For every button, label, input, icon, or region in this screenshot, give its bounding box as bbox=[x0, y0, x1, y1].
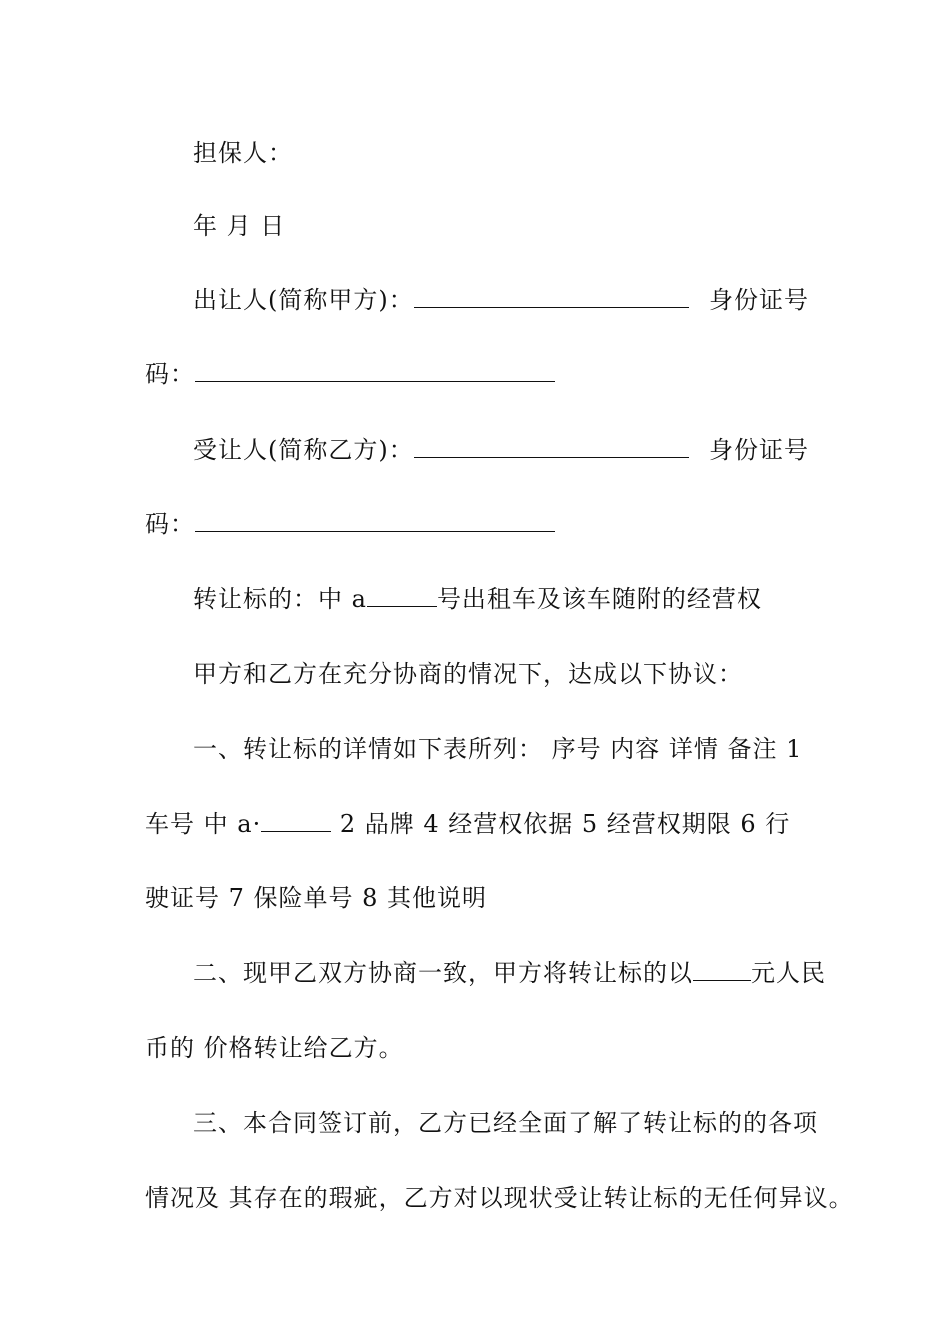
clause-1-text-2-suffix: 2 品牌 4 经营权依据 5 经营权期限 6 行 bbox=[331, 810, 791, 838]
clause-2-text-1-suffix: 元人民 bbox=[751, 959, 826, 987]
price-blank bbox=[693, 958, 751, 981]
party-b-id-blank bbox=[195, 509, 555, 532]
subject-suffix: 号出租车及该车随附的经营权 bbox=[436, 585, 762, 613]
party-a-line bbox=[193, 284, 833, 316]
guarantor-line bbox=[193, 137, 833, 169]
guarantor-label: 担保人： bbox=[193, 139, 293, 167]
clause-1-line-3 bbox=[145, 882, 835, 914]
party-a-id-blank bbox=[195, 359, 555, 382]
party-a-name-blank bbox=[414, 285, 689, 308]
agreement-intro-line bbox=[193, 658, 833, 690]
plate-detail-blank bbox=[261, 809, 331, 832]
date-line bbox=[193, 210, 833, 242]
clause-1-text-3: 驶证号 7 保险单号 8 其他说明 bbox=[145, 884, 488, 912]
clause-3-line-1 bbox=[193, 1107, 833, 1139]
date-text: 年 月 日 bbox=[193, 212, 286, 240]
subject-prefix: 转让标的：中 a bbox=[193, 585, 367, 613]
party-b-line bbox=[193, 434, 833, 466]
clause-3-text-2: 情况及 其存在的瑕疵，乙方对以现状受让转让标的无任何异议。 bbox=[145, 1184, 854, 1212]
party-a-id-label-cont: 码： bbox=[145, 360, 195, 388]
subject-line bbox=[193, 583, 833, 615]
party-b-id-label-cont: 码： bbox=[145, 510, 195, 538]
clause-1-line-1 bbox=[193, 733, 833, 765]
party-b-id-line bbox=[145, 508, 835, 540]
party-b-label: 受让人(简称乙方)： bbox=[193, 436, 414, 464]
clause-1-line-2 bbox=[145, 808, 835, 840]
agreement-intro: 甲方和乙方在充分协商的情况下，达成以下协议： bbox=[193, 660, 743, 688]
clause-1-text-2-prefix: 车号 中 a· bbox=[145, 810, 262, 838]
clause-2-text-2: 币的 价格转让给乙方。 bbox=[145, 1034, 404, 1062]
party-a-id-label: 身份证号 bbox=[709, 286, 809, 314]
party-b-id-label: 身份证号 bbox=[709, 436, 809, 464]
clause-2-line-2 bbox=[145, 1032, 835, 1064]
clause-1-text-1: 一、转让标的详情如下表所列： 序号 内容 详情 备注 1 bbox=[193, 735, 803, 763]
party-a-label: 出让人(简称甲方)： bbox=[193, 286, 414, 314]
plate-number-blank bbox=[367, 584, 437, 607]
party-a-id-line bbox=[145, 358, 835, 390]
party-b-name-blank bbox=[414, 435, 689, 458]
clause-3-line-2 bbox=[145, 1182, 854, 1214]
clause-2-text-1-prefix: 二、现甲乙双方协商一致，甲方将转让标的以 bbox=[193, 959, 693, 987]
clause-2-line-1 bbox=[193, 957, 833, 989]
clause-3-text-1: 三、本合同签订前，乙方已经全面了解了转让标的的各项 bbox=[193, 1109, 818, 1137]
